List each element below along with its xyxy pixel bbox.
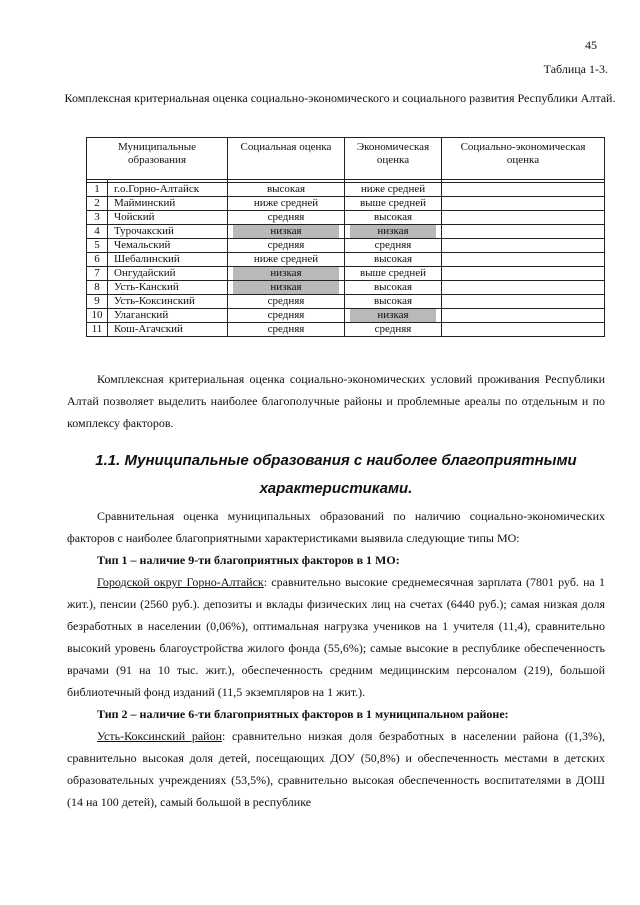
type2-paragraph — [67, 725, 605, 813]
row-number: 6 — [87, 253, 108, 267]
municipality-name: Турочакский — [108, 225, 228, 239]
social-rating-text: низкая — [233, 281, 339, 294]
economic-rating: средняя — [345, 239, 442, 253]
socioeconomic-rating — [442, 183, 605, 197]
socioeconomic-rating — [442, 225, 605, 239]
table-row — [87, 211, 605, 225]
section-body — [67, 505, 605, 813]
municipality-name: г.о.Горно-Алтайск — [108, 183, 228, 197]
economic-rating: выше средней — [345, 267, 442, 281]
type1-paragraph — [67, 571, 605, 703]
economic-rating: выше средней — [345, 197, 442, 211]
page-number: 45 — [585, 38, 597, 52]
table-body — [87, 180, 605, 337]
section-intro: Сравнительная оценка муниципальных образований по наличию социально-экономических факторов с наиболее благоприятными характеристиками выявила следующие типы МО: — [67, 509, 605, 545]
table-row — [87, 183, 605, 197]
socioeconomic-rating — [442, 309, 605, 323]
social-rating-text: низкая — [233, 267, 339, 280]
municipality-name: Улаганский — [108, 309, 228, 323]
economic-rating-text: низкая — [350, 309, 436, 322]
row-number: 8 — [87, 281, 108, 295]
table-row — [87, 267, 605, 281]
socioeconomic-rating — [442, 239, 605, 253]
table-row — [87, 295, 605, 309]
municipality-name: Кош-Агачский — [108, 323, 228, 337]
intro-paragraph: Комплексная критериальная оценка социально-экономических условий проживания Республики Алтай позволяет выделить наиболее благополучные районы и проблемные ареалы по отдельным и по комплексу факторов. — [67, 372, 605, 430]
type2-text: : сравнительно низкая доля безработных в населении района ((1,3%), сравнительно высокая доля детей, посещающих ДОУ (50,8%) и обеспеченность местами в детских образовательных учреждениях (53,5%), сравнительно высокая обеспеченность воспитателями в ДОШ (14 на 100 детей), самый большой в республике — [67, 729, 606, 809]
social-rating: средняя — [228, 239, 345, 253]
socioeconomic-rating — [442, 211, 605, 225]
table-caption: Комплексная критериальная оценка социально-экономического и социального развития Республики Алтай. — [64, 91, 616, 105]
social-rating: ниже средней — [228, 253, 345, 267]
social-rating: средняя — [228, 309, 345, 323]
type2-name: Усть-Коксинский район — [97, 729, 223, 743]
row-number: 11 — [87, 323, 108, 337]
header-socioeconomic: Социально-экономическая оценка — [442, 138, 605, 180]
social-rating: средняя — [228, 323, 345, 337]
row-number: 2 — [87, 197, 108, 211]
economic-rating — [345, 309, 442, 323]
municipality-name: Усть-Коксинский — [108, 295, 228, 309]
row-number: 5 — [87, 239, 108, 253]
social-rating: средняя — [228, 295, 345, 309]
row-number: 1 — [87, 183, 108, 197]
table-header-row — [87, 138, 605, 180]
municipality-name: Чемальский — [108, 239, 228, 253]
table-row — [87, 239, 605, 253]
row-number: 7 — [87, 267, 108, 281]
social-rating — [228, 225, 345, 239]
row-number: 3 — [87, 211, 108, 225]
economic-rating-text: низкая — [350, 225, 436, 238]
intro-paragraph-block — [67, 368, 605, 434]
economic-rating: высокая — [345, 295, 442, 309]
social-rating — [228, 267, 345, 281]
header-social: Социальная оценка — [228, 138, 345, 180]
economic-rating: высокая — [345, 281, 442, 295]
municipality-name: Шебалинский — [108, 253, 228, 267]
socioeconomic-rating — [442, 267, 605, 281]
table-row — [87, 309, 605, 323]
type1-name: Городской округ Горно-Алтайск — [97, 575, 264, 589]
table-row — [87, 323, 605, 337]
social-rating — [228, 281, 345, 295]
economic-rating — [345, 225, 442, 239]
social-rating-text: низкая — [233, 225, 339, 238]
socioeconomic-rating — [442, 281, 605, 295]
table-row — [87, 253, 605, 267]
socioeconomic-rating — [442, 253, 605, 267]
table-label: Таблица 1-3. — [543, 62, 608, 76]
economic-rating: высокая — [345, 211, 442, 225]
section-heading: 1.1. Муниципальные образования с наиболее благоприятными характеристиками. — [95, 452, 577, 497]
header-municipality: Муниципальные образования — [87, 138, 228, 180]
municipality-name: Чойский — [108, 211, 228, 225]
header-economic: Экономическая оценка — [345, 138, 442, 180]
socioeconomic-rating — [442, 323, 605, 337]
economic-rating: ниже средней — [345, 183, 442, 197]
row-number: 4 — [87, 225, 108, 239]
type2-heading: Тип 2 – наличие 6-ти благоприятных факторов в 1 муниципальном районе: — [97, 707, 509, 721]
social-rating: средняя — [228, 211, 345, 225]
assessment-table — [86, 137, 605, 337]
municipality-name: Усть-Канский — [108, 281, 228, 295]
type1-text: : сравнительно высокие среднемесячная зарплата (7801 руб. на 1 жит.), пенсии (2560 руб.). депозиты и вклады физических лиц на счетах (6440 руб.); самая низкая доля безработных в населении (0,06%), оптимальная нагрузка учеников на 1 учителя (11,4), сравнительно высокий уровень благоустройства жилого фонда (55,6%); самые высокие в республике обеспеченность врачами (91 на 10 тыс. жит.), обеспеченность средним медицинским персоналом (219), большой библиотечный фонд изданий (11,5 экземпляров на 1 жит.). — [67, 575, 605, 699]
table-row — [87, 197, 605, 211]
social-rating: ниже средней — [228, 197, 345, 211]
row-number: 9 — [87, 295, 108, 309]
economic-rating: средняя — [345, 323, 442, 337]
table-row — [87, 281, 605, 295]
row-number: 10 — [87, 309, 108, 323]
table-row — [87, 225, 605, 239]
economic-rating: высокая — [345, 253, 442, 267]
type1-heading: Тип 1 – наличие 9-ти благоприятных факторов в 1 МО: — [97, 553, 400, 567]
municipality-name: Онгудайский — [108, 267, 228, 281]
socioeconomic-rating — [442, 295, 605, 309]
social-rating: высокая — [228, 183, 345, 197]
socioeconomic-rating — [442, 197, 605, 211]
municipality-name: Майминский — [108, 197, 228, 211]
